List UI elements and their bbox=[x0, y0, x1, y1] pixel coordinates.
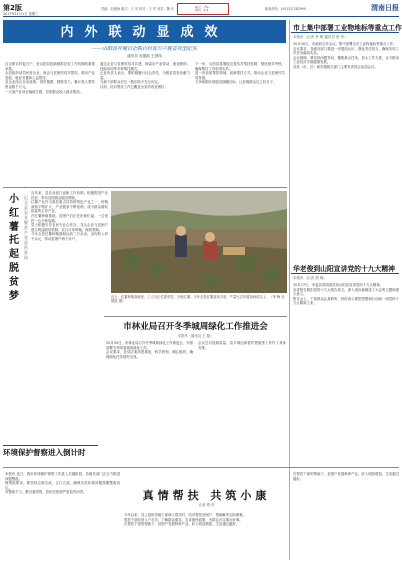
title-char: 脱 bbox=[9, 262, 19, 274]
sweet-potato-harvest-photo bbox=[111, 191, 287, 293]
divider bbox=[104, 316, 287, 317]
paragraph: 报告会上，干部群众认真聆听，纷纷表示要把思想和行动统一到党的十九大精神上来。 bbox=[293, 296, 399, 306]
column-divider bbox=[289, 20, 290, 560]
paragraph: 下一步，山阳县将继续完善结对帮扶机制，强化督导考核，确保帮扶工作取得实效。 bbox=[195, 62, 285, 71]
paragraph: 在帮扶干部的帮助下，贫困户发展种养产业，收入明显增加，生活越过越好。 bbox=[124, 522, 240, 527]
lead-body-col3 bbox=[195, 62, 285, 184]
paragraph: 10月30日，市林业局召开冬季城周绿化工作推进会，安排部署今冬明春城周绿化工作。 bbox=[106, 341, 193, 350]
sub-char: 记 bbox=[24, 195, 28, 200]
title-char: 贫 bbox=[9, 276, 19, 288]
section-label: 综合 bbox=[177, 3, 229, 15]
help-story-byline: 记者 胡 华 bbox=[198, 503, 215, 507]
left-story-body bbox=[31, 191, 108, 441]
paragraph: 企业负责人表示，要积极履行社会责任，为脱贫攻坚贡献力量。 bbox=[100, 71, 190, 80]
left-story-title bbox=[5, 193, 23, 303]
paragraph: 会议要求，各级各部门要进一步提高认识，强化责任担当，确保各项工作任务落到实处。 bbox=[293, 46, 399, 56]
title-char: 小 bbox=[9, 194, 19, 205]
paragraph: 会议还对造林质量、苗木调运和管护措施等工作作了具体安排。 bbox=[198, 341, 286, 350]
title-char: 梦 bbox=[9, 290, 19, 302]
lead-banner bbox=[3, 20, 286, 43]
paragraph: 本报讯 近日，我市环境保护督察工作进入关键阶段，各级各部门正全力推进问题整改。 bbox=[5, 472, 120, 481]
paragraph: 督察组要求，要坚持边督边改，立行立改，确保各类环境问题按期整改到位。 bbox=[5, 481, 120, 490]
paragraph: 对整改不力、敷衍塞责的，将依法依规严肃追责问责。 bbox=[5, 490, 87, 495]
mid-story-col1 bbox=[106, 341, 193, 441]
paragraph: 全县组织动员民营企业、商会与贫困村结对帮扶，推动产业发展、就业安置和公益帮扶。 bbox=[5, 71, 95, 80]
lead-byline: 通讯员 吴德凯 王国伟 bbox=[127, 54, 162, 58]
paragraph: 目前，结对帮扶工作已覆盖全县所有贫困村。 bbox=[100, 84, 168, 89]
sub-char: 县 bbox=[24, 205, 28, 210]
env-story-title: 环境保护督察进入倒计时 bbox=[3, 448, 86, 457]
left-story-subtitle bbox=[23, 195, 29, 260]
right-mid-title: 华老俊到山阳宣讲党的十九大精神 bbox=[293, 265, 395, 273]
title-char: 托 bbox=[9, 235, 19, 247]
right-top-body bbox=[293, 42, 399, 252]
sub-char: 全 bbox=[24, 200, 28, 205]
paragraph: 在帮扶干部的帮助下，贫困户发展种养产业，收入明显增加，生活越过越好。 bbox=[293, 472, 399, 481]
right-top-byline: 本报讯（记者 李 明 通讯员 张 华） bbox=[293, 35, 348, 39]
title-rule bbox=[291, 273, 399, 274]
page-number: 第2版 bbox=[3, 4, 22, 12]
help-story-col2 bbox=[293, 472, 399, 570]
paper-name: 渭南日报 bbox=[371, 3, 399, 12]
mid-story-col2 bbox=[198, 341, 286, 441]
masthead bbox=[3, 3, 399, 17]
photo-caption: 近日，红薯种植基地里，工人们正忙着采挖、分拣红薯。今年全县红薯喜获丰收，产量比去年增加两成以上。（李 梅 吴德凯 摄） bbox=[111, 295, 285, 304]
lead-title: 内外联动显成效 bbox=[60, 25, 229, 40]
sub-char: 贫 bbox=[24, 250, 28, 255]
sub-char: 贫 bbox=[24, 225, 28, 230]
sub-char: 业 bbox=[24, 215, 28, 220]
paragraph: 在红薯种植基地，贫困户们正在田间忙碌，一边采挖一边分拣装箱。 bbox=[31, 213, 108, 223]
paragraph: 帮扶干部经常入户走访，了解群众需求，宣讲惠民政策，为群众办实事办好事。 bbox=[124, 517, 243, 522]
paragraph: 县上积极引导农民专业合作社、龙头企业与贫困户建立利益联结机制，实行订单种植，保底收购。 bbox=[31, 223, 108, 232]
paragraph: 红薯产业作为我县重点扶持的特色产业之一，种植面积不断扩大，产业链条不断延伸，成为群众增收致富的主导产业。 bbox=[31, 200, 108, 214]
sub-char: 县 bbox=[24, 240, 28, 245]
paragraph: 通过企业与贫困村结对共建，探索出产业带动、就业吸纳、技能培训等多种帮扶模式。 bbox=[100, 62, 190, 71]
paragraph: 宣讲报告紧扣党的十九大报告原文，深入浅出地阐述了大会的主题和重大意义。 bbox=[293, 287, 399, 297]
paragraph: 10月30日，市政府召开会议，集中部署全市工业物地标等重点工作。 bbox=[293, 42, 397, 46]
paragraph: 力争如期实现脱贫摘帽目标，让贫困群众过上好日子。 bbox=[195, 80, 277, 85]
lead-body-col2 bbox=[100, 62, 190, 184]
lead-body-col1 bbox=[5, 62, 95, 184]
help-story-header bbox=[124, 487, 289, 509]
lead-subtitle: ——山阳县开展百企联百村促万户脱贫攻坚纪实 bbox=[91, 46, 197, 52]
paragraph: 进一步拓宽帮扶领域，创新帮扶方式，推动企业与贫困村共同发展。 bbox=[195, 71, 285, 80]
sub-char: 脱 bbox=[24, 220, 28, 225]
title-char: 起 bbox=[9, 249, 19, 261]
sub-char: 局 bbox=[24, 255, 28, 260]
title-rule bbox=[3, 445, 98, 446]
paragraph: 当地干部群众对这一做法给予充分肯定。 bbox=[100, 80, 162, 85]
right-mid-body bbox=[293, 283, 399, 463]
sub-char: 扶 bbox=[24, 245, 28, 250]
paragraph: 一大批产业项目落地生根，贫困群众收入稳步提高。 bbox=[5, 89, 83, 94]
mid-story-title: 市林业局召开冬季城周绿化工作推进会 bbox=[123, 322, 268, 332]
env-story-body bbox=[5, 472, 120, 570]
divider bbox=[3, 467, 399, 468]
paragraph: 今年全县红薯种植面积达到三万余亩，亩均收入四千余元，带动贫困户两千余户。 bbox=[31, 232, 108, 241]
help-story-body bbox=[124, 513, 289, 571]
issue-date: 2017年11月1日 星期三 bbox=[3, 12, 39, 16]
right-top-title: 市上集中部署工业物地标等重点工作 bbox=[293, 24, 402, 32]
help-story-title: 真情帮扶 共筑小康 bbox=[142, 489, 271, 502]
sub-char: 业 bbox=[24, 235, 28, 240]
paragraph: 百企联百村促万户，是山阳县创新精准扶贫工作机制的重要举措。 bbox=[5, 62, 95, 71]
sub-char: 农 bbox=[24, 210, 28, 215]
paragraph: 今年以来，县上组织各级干部深入帮扶村，结对帮扶贫困户，帮助解决实际困难。 bbox=[124, 513, 247, 517]
title-char: 薯 bbox=[9, 221, 19, 233]
editor-credits: 责编：赵俊海 版式：王 军 校对：王 军 视觉：魏 东 bbox=[101, 7, 175, 11]
paragraph: 近年来，县农业部门创新工作机制，积极推进产业扶贫，带动贫困群众脱贫增收。 bbox=[31, 191, 108, 200]
paragraph: 会议要求，各县区要高度重视，科学规划，精心组织，确保绿化任务按时完成。 bbox=[106, 350, 193, 359]
paragraph: 会议强调，要坚持问题导向，聚焦重点任务，加大工作力度，全力推动工业经济平稳健康发展。 bbox=[293, 55, 399, 65]
divider bbox=[3, 187, 287, 188]
mid-story-byline: 本报讯（通讯员 王 磊） bbox=[177, 334, 214, 338]
sub-char: 产 bbox=[24, 230, 28, 235]
paragraph: 10月27日，市委宣讲团成员到山阳县宣讲党的十九大精神。 bbox=[293, 283, 384, 287]
title-rule bbox=[291, 32, 399, 33]
news-hotline: 新闻热线：(0913)7262999 bbox=[265, 7, 306, 11]
title-char: 红 bbox=[9, 207, 19, 219]
photo-illustration bbox=[111, 191, 287, 293]
paragraph: 各企业结合自身优势，因村施策，精准发力，累计投入帮扶资金数千万元。 bbox=[5, 80, 95, 89]
paragraph: 各县（市、区）和市级相关部门主要负责同志参加会议。 bbox=[293, 64, 378, 69]
right-mid-byline: 本报讯（记者 胡 明） bbox=[293, 276, 327, 280]
